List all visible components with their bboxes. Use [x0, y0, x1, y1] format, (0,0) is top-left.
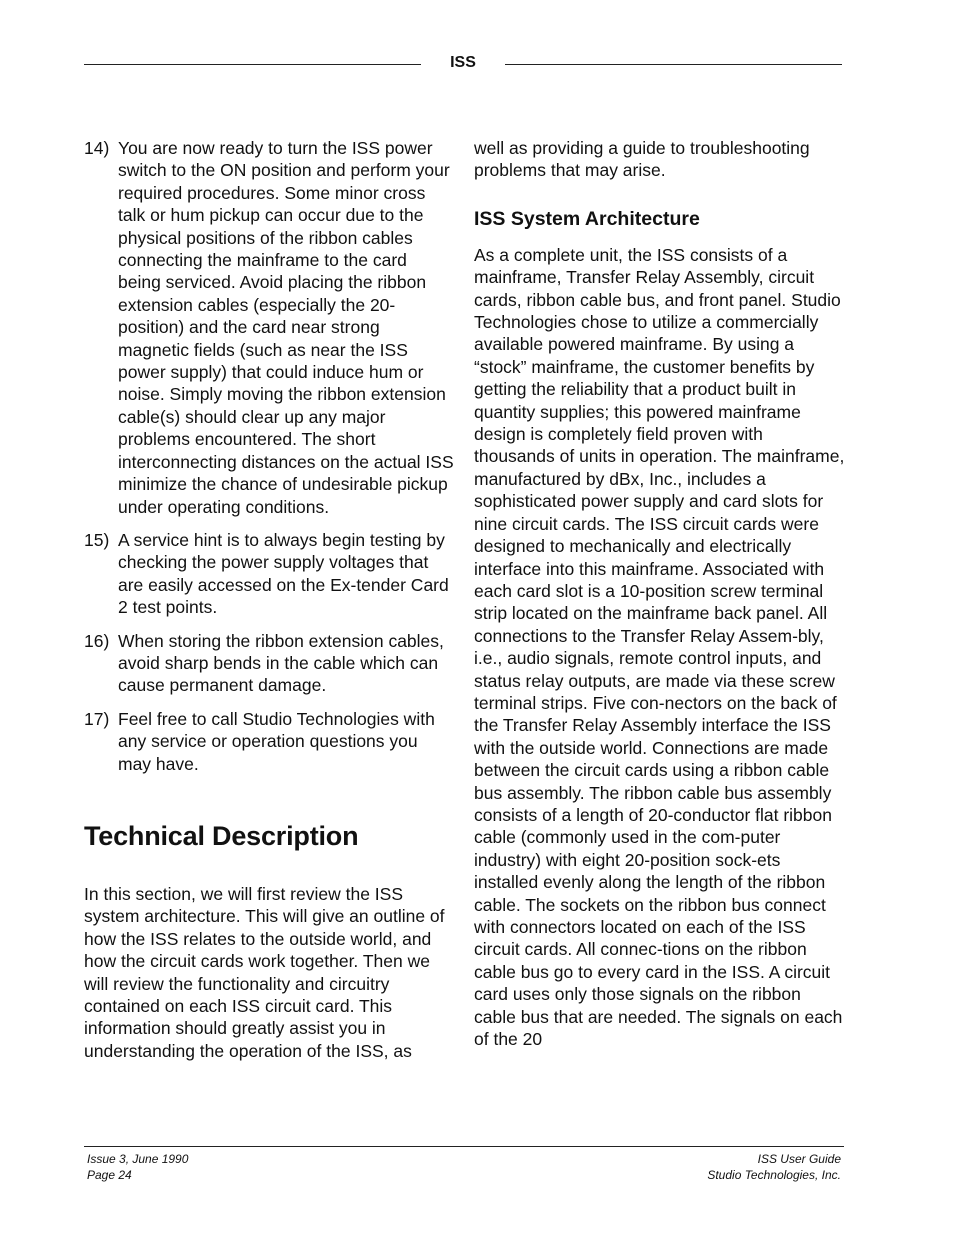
footer-company: Studio Technologies, Inc. [707, 1168, 841, 1182]
footer-left [87, 1151, 188, 1183]
left-column [84, 137, 454, 1062]
architecture-paragraph: As a complete unit, the ISS consists of a mainframe, Transfer Relay Assembly, circuit cards, ribbon cable bus, and front panel. Studio Technologies chose to utilize a commercially available powered mainframe. By using a “stock” mainframe, the customer benefits by getting the reliability that a product built in quantity supplies; this powered mainframe design is completely field proven with thousands of units in operation. The mainframe, manufactured by dBx, Inc., includes a sophisticated power supply and card slots for nine circuit cards. The ISS circuit cards were designed to mechanically and electrically interface into this mainframe. Associated with each card slot is a 10-position screw terminal strip located on the mainframe back panel. All connections to the Transfer Relay Assem-bly, i.e., audio signals, remote control inputs, and status relay outputs, are made via these screw terminal strips. Five con-nectors on the back of the Transfer Relay Assembly interface the ISS with the outside world. Connections are made between the circuit cards using a ribbon cable bus assembly. The ribbon cable bus assembly consists of a length of 20-conductor flat ribbon cable (commonly used in the com-puter industry) with eight 20-position sock-ets installed evenly along the length of the ribbon cable. The sockets on the ribbon bus connect with connectors located on each of the ISS circuit cards. All connec-tions on the ribbon cable bus go to every card in the ISS. A circuit card uses only those signals on the ribbon cable bus that are needed. The signals on each of the 20 [474, 244, 845, 1050]
right-column [474, 137, 846, 1050]
list-item [84, 529, 454, 619]
intro-paragraph: In this section, we will first review the ISS system architecture. This will give an outline of how the ISS relates to the outside world, and how the circuit cards work together. Then we will review the functionality and circuitry contained on each ISS circuit card. This information should greatly assist you in understanding the operation of the ISS, as [84, 883, 445, 1061]
list-item-number: 14) [84, 138, 110, 158]
list-item-number: 16) [84, 630, 110, 651]
continuation-paragraph: well as providing a guide to troubleshooting problems that may arise. [474, 138, 810, 181]
list-item-text: Feel free to call Studio Technologies with any service or operation questions you may have. [118, 708, 435, 774]
list-item-number: 15) [84, 529, 110, 550]
header-rule-right [505, 64, 842, 65]
footer-right [707, 1151, 841, 1183]
list-item [84, 630, 454, 697]
footer-issue: Issue 3, June 1990 [87, 1152, 189, 1166]
list-item-text: You are now ready to turn the ISS power switch to the ON position and perform your required procedures. Some minor cross talk or hum pickup can occur due to the physical positions of the ribbon cables connecting the mainframe to the card being serviced. Avoid placing the ribbon extension cables (especially the 20-position) and the card near strong magnetic fields (such as near the ISS power supply) that could induce hum or noise. Simply moving the ribbon extension cable(s) should clear up any major problems encountered. The short interconnecting distances on the actual ISS minimize the chance of undesirable pickup under operating conditions. [118, 138, 454, 517]
subsection-heading: ISS System Architecture [474, 207, 700, 230]
header-rule-left [84, 64, 421, 65]
section-heading: Technical Description [84, 820, 359, 851]
list-item-number: 17) [84, 708, 110, 729]
list-item [84, 708, 454, 775]
footer-page-number: Page 24 [87, 1168, 132, 1182]
page-footer [84, 1146, 844, 1182]
list-item-text: A service hint is to always begin testing by checking the power supply voltages that are easily accessed on the Ex-tender Card 2 test points. [118, 529, 449, 618]
page-header [84, 52, 842, 76]
list-item-text: When storing the ribbon extension cables, avoid sharp bends in the cable which can cause permanent damage. [118, 630, 444, 696]
footer-guide-title: ISS User Guide [757, 1152, 841, 1166]
list-item [84, 137, 454, 518]
header-title: ISS [450, 54, 476, 71]
